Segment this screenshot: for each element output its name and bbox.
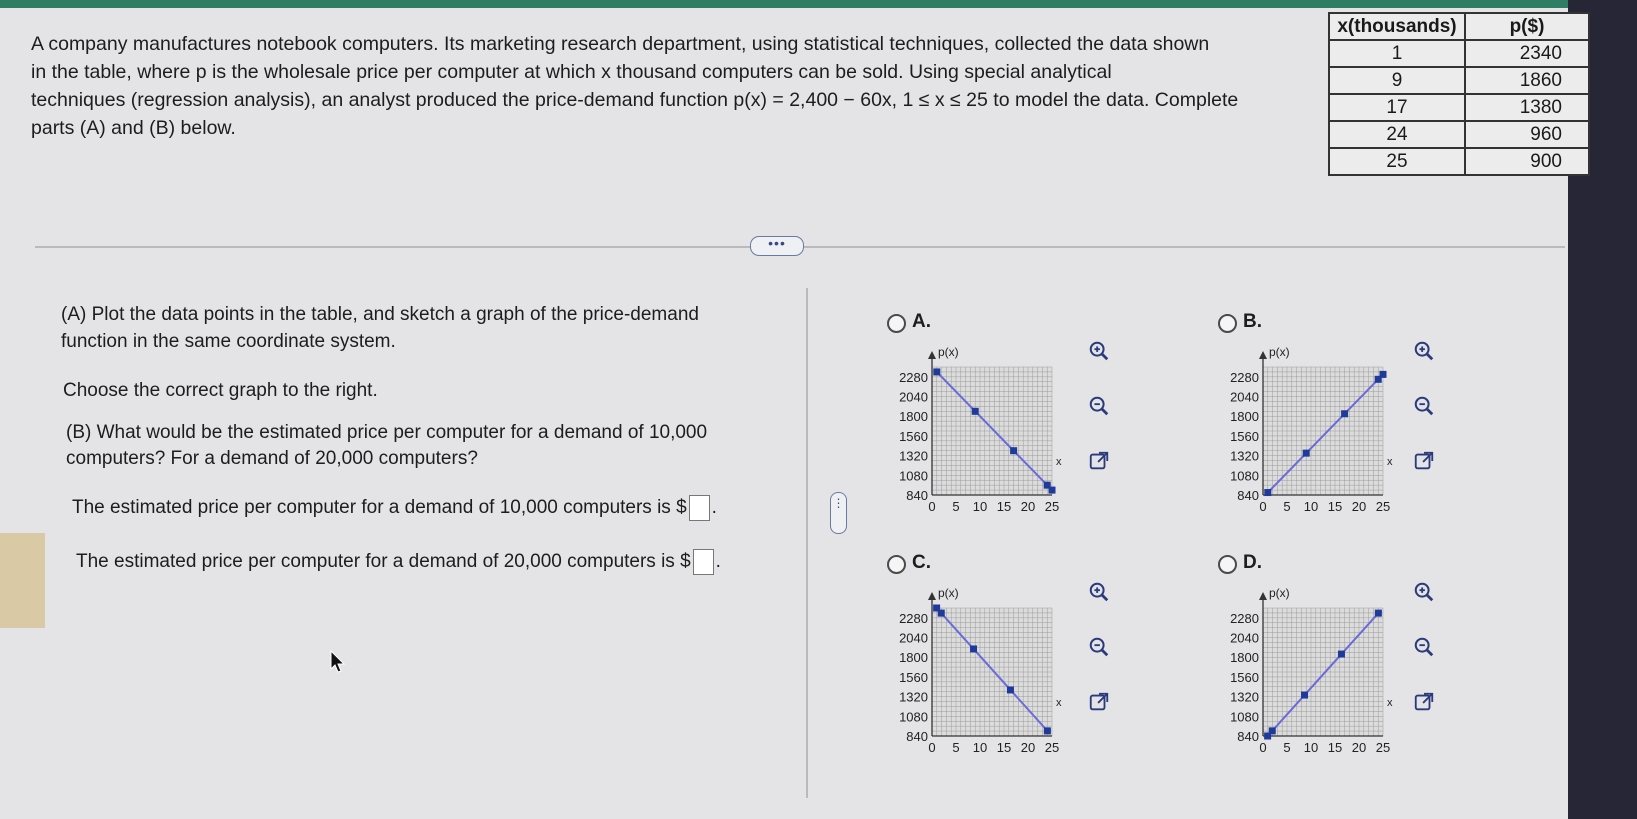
answer-row-20000 xyxy=(76,548,721,575)
answer-input-10000[interactable] xyxy=(689,495,710,521)
period: . xyxy=(711,497,717,518)
table-row xyxy=(1329,148,1589,175)
x-tick-label: 0 xyxy=(1259,499,1267,514)
part-a-line2: function in the same coordinate system. xyxy=(61,331,396,352)
zoom-out-icon[interactable] xyxy=(1088,395,1110,417)
x-tick-label: 10 xyxy=(972,740,988,755)
zoom-out-icon[interactable] xyxy=(1413,395,1435,417)
data-point xyxy=(1049,487,1056,494)
x-tick-label: 15 xyxy=(996,499,1012,514)
y-tick-label: 1800 xyxy=(1230,650,1259,666)
zoom-in-icon[interactable] xyxy=(1413,581,1435,603)
option-label: A. xyxy=(912,311,931,332)
table-cell: 2340 xyxy=(1465,40,1589,67)
left-highlight-strip xyxy=(0,533,45,628)
open-external-icon[interactable] xyxy=(1088,450,1110,472)
x-tick-label: 10 xyxy=(972,499,988,514)
y-tick-label: 1320 xyxy=(1230,448,1259,464)
resize-handle[interactable]: ⋮ xyxy=(830,492,847,534)
data-point xyxy=(1375,610,1382,617)
x-tick-label: 25 xyxy=(1044,499,1060,514)
table-row xyxy=(1329,94,1589,121)
x-tick-label: 5 xyxy=(1283,740,1291,755)
y-axis-label: p(x) xyxy=(938,345,959,359)
option-radio[interactable] xyxy=(887,314,906,333)
y-tick-label: 1800 xyxy=(899,650,928,666)
option-radio[interactable] xyxy=(1218,314,1237,333)
table-cell: 1380 xyxy=(1465,94,1589,121)
y-axis-label: p(x) xyxy=(1269,586,1290,600)
option-label: C. xyxy=(912,552,931,573)
y-tick-label: 1320 xyxy=(899,448,928,464)
expand-ellipsis-button[interactable]: ••• xyxy=(750,236,804,256)
table-cell: 17 xyxy=(1329,94,1465,121)
zoom-in-icon[interactable] xyxy=(1413,340,1435,362)
x-axis-label: x xyxy=(1056,697,1062,709)
data-point xyxy=(1264,489,1271,496)
answer-label-20000: The estimated price per computer for a demand of 20,000 computers is $ xyxy=(76,551,691,572)
table-row xyxy=(1329,40,1589,67)
y-axis-label: p(x) xyxy=(1269,345,1290,359)
data-point xyxy=(933,368,940,375)
y-tick-label: 1080 xyxy=(1230,709,1259,725)
option-radio[interactable] xyxy=(1218,555,1237,574)
part-b-line2: computers? For a demand of 20,000 computers? xyxy=(66,448,478,469)
data-point xyxy=(1303,450,1310,457)
period: . xyxy=(715,551,721,572)
y-axis-arrow-icon xyxy=(928,592,936,600)
y-axis-label: p(x) xyxy=(938,586,959,600)
y-tick-label: 1560 xyxy=(1230,669,1259,685)
y-tick-label: 2280 xyxy=(899,369,928,385)
y-tick-label: 840 xyxy=(1237,729,1259,744)
graph xyxy=(1216,583,1416,783)
x-tick-label: 5 xyxy=(952,740,960,755)
data-point xyxy=(1338,651,1345,658)
x-tick-label: 5 xyxy=(952,499,960,514)
x-tick-label: 20 xyxy=(1351,499,1367,514)
intro-line: A company manufactures notebook computers. Its marketing research department, using statistical techniques, collected the data shown xyxy=(31,33,1210,55)
intro-line: in the table, where p is the wholesale price per computer at which x thousand computers can be sold. Using special analytical xyxy=(31,61,1112,83)
x-tick-label: 15 xyxy=(1327,499,1343,514)
y-tick-label: 1080 xyxy=(899,709,928,725)
answer-row-10000 xyxy=(72,494,717,521)
y-tick-label: 840 xyxy=(906,488,928,503)
y-tick-label: 840 xyxy=(906,729,928,744)
x-tick-label: 5 xyxy=(1283,499,1291,514)
choose-instruction: Choose the correct graph to the right. xyxy=(63,380,378,401)
x-tick-label: 25 xyxy=(1375,740,1391,755)
y-tick-label: 840 xyxy=(1237,488,1259,503)
data-point xyxy=(933,605,940,612)
option-radio[interactable] xyxy=(887,555,906,574)
x-axis-label: x xyxy=(1387,456,1393,468)
table-header-x: x(thousands) xyxy=(1329,13,1465,40)
x-tick-label: 10 xyxy=(1303,499,1319,514)
vertical-divider xyxy=(806,288,808,798)
data-point xyxy=(970,645,977,652)
y-tick-label: 1800 xyxy=(899,409,928,425)
y-axis-arrow-icon xyxy=(1259,592,1267,600)
x-tick-label: 0 xyxy=(928,740,936,755)
option-label: D. xyxy=(1243,552,1262,573)
table-cell: 24 xyxy=(1329,121,1465,148)
table-row xyxy=(1329,121,1589,148)
data-point xyxy=(1380,371,1387,378)
x-tick-label: 10 xyxy=(1303,740,1319,755)
y-tick-label: 2040 xyxy=(899,630,928,646)
y-tick-label: 2280 xyxy=(1230,610,1259,626)
x-tick-label: 25 xyxy=(1044,740,1060,755)
data-point xyxy=(972,408,979,415)
y-tick-label: 2280 xyxy=(899,610,928,626)
data-point xyxy=(1264,733,1271,740)
table-row xyxy=(1329,67,1589,94)
y-tick-label: 1320 xyxy=(899,689,928,705)
data-table xyxy=(1328,12,1590,176)
x-tick-label: 0 xyxy=(1259,740,1267,755)
data-point xyxy=(1301,692,1308,699)
table-cell: 900 xyxy=(1465,148,1589,175)
table-header-p: p($) xyxy=(1465,13,1589,40)
option-label: B. xyxy=(1243,311,1262,332)
part-a-line1: (A) Plot the data points in the table, and sketch a graph of the price-demand xyxy=(61,304,699,325)
zoom-out-icon[interactable] xyxy=(1088,636,1110,658)
table-cell: 25 xyxy=(1329,148,1465,175)
answer-input-20000[interactable] xyxy=(693,549,714,575)
x-tick-label: 15 xyxy=(996,740,1012,755)
y-axis-arrow-icon xyxy=(928,351,936,359)
y-tick-label: 1080 xyxy=(1230,468,1259,484)
table-header-row xyxy=(1329,13,1589,40)
y-tick-label: 1800 xyxy=(1230,409,1259,425)
x-tick-label: 20 xyxy=(1020,499,1036,514)
x-tick-label: 20 xyxy=(1020,740,1036,755)
y-tick-label: 1560 xyxy=(1230,428,1259,444)
open-external-icon[interactable] xyxy=(1088,691,1110,713)
data-point xyxy=(1007,686,1014,693)
intro-line: parts (A) and (B) below. xyxy=(31,117,236,139)
graph xyxy=(885,583,1085,783)
graph xyxy=(885,342,1085,542)
zoom-in-icon[interactable] xyxy=(1088,340,1110,362)
y-tick-label: 2040 xyxy=(899,389,928,405)
answer-label-10000: The estimated price per computer for a demand of 10,000 computers is $ xyxy=(72,497,687,518)
y-tick-label: 2040 xyxy=(1230,630,1259,646)
x-axis-label: x xyxy=(1056,456,1062,468)
y-axis-arrow-icon xyxy=(1259,351,1267,359)
y-tick-label: 2040 xyxy=(1230,389,1259,405)
problem-statement xyxy=(31,30,1331,142)
y-tick-label: 1560 xyxy=(899,428,928,444)
table-cell: 1860 xyxy=(1465,67,1589,94)
x-tick-label: 15 xyxy=(1327,740,1343,755)
x-tick-label: 0 xyxy=(928,499,936,514)
x-axis-label: x xyxy=(1387,697,1393,709)
part-b-line1: (B) What would be the estimated price per computer for a demand of 10,000 xyxy=(66,422,708,443)
table-cell: 1 xyxy=(1329,40,1465,67)
y-tick-label: 1320 xyxy=(1230,689,1259,705)
y-tick-label: 1080 xyxy=(899,468,928,484)
open-external-icon[interactable] xyxy=(1413,450,1435,472)
y-tick-label: 2280 xyxy=(1230,369,1259,385)
y-tick-label: 1560 xyxy=(899,669,928,685)
data-point xyxy=(1010,447,1017,454)
graph xyxy=(1216,342,1416,542)
data-point xyxy=(1044,727,1051,734)
x-tick-label: 25 xyxy=(1375,499,1391,514)
open-external-icon[interactable] xyxy=(1413,691,1435,713)
table-cell: 9 xyxy=(1329,67,1465,94)
zoom-out-icon[interactable] xyxy=(1413,636,1435,658)
zoom-in-icon[interactable] xyxy=(1088,581,1110,603)
intro-line: techniques (regression analysis), an analyst produced the price-demand function p(x) = 2,400 − 60x, 1 ≤ x ≤ 25 to model the data. Complete xyxy=(31,89,1239,111)
data-point xyxy=(1341,410,1348,417)
x-tick-label: 20 xyxy=(1351,740,1367,755)
mouse-cursor-icon xyxy=(330,650,348,674)
table-cell: 960 xyxy=(1465,121,1589,148)
